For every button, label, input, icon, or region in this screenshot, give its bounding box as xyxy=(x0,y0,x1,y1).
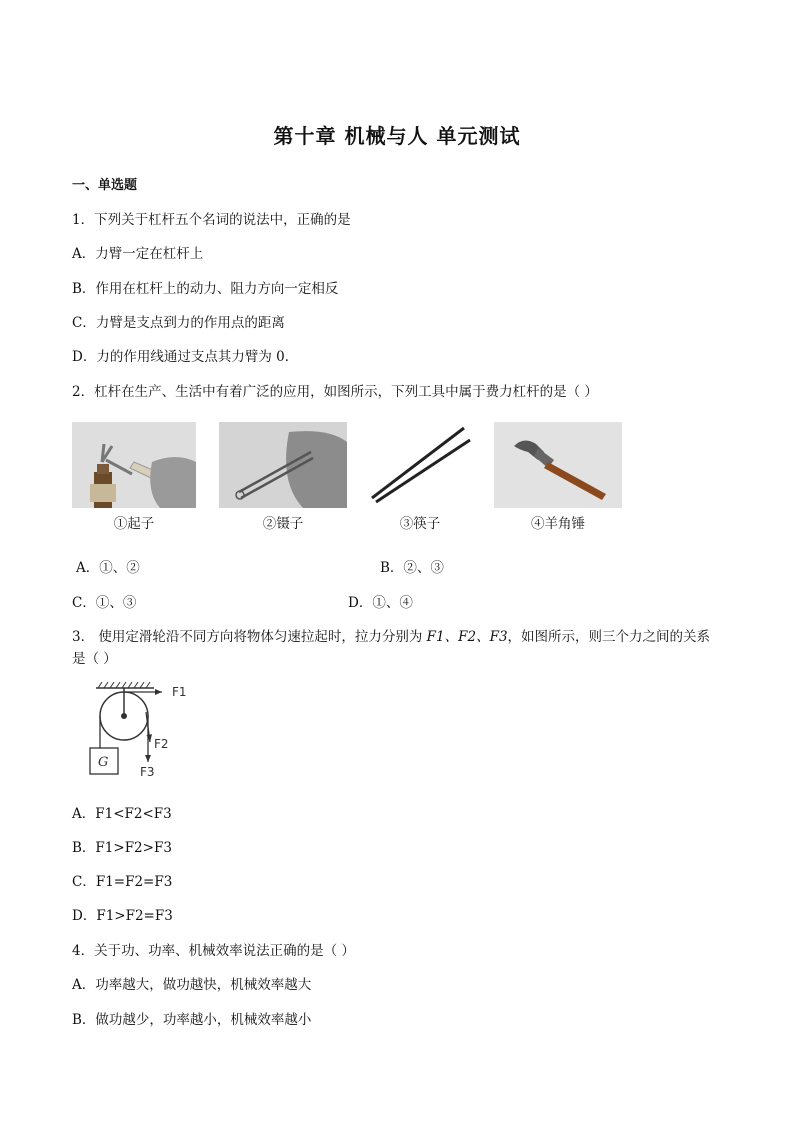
q3-option-b: B．F1>F2>F3 xyxy=(72,840,172,856)
label-f2: F2 xyxy=(154,737,169,751)
q3-option-c: C．F1=F2=F3 xyxy=(72,874,173,890)
q1-option-d: D．力的作用线通过支点其力臂为 0． xyxy=(72,349,299,365)
q2-option-b: B．②、③ xyxy=(380,560,444,576)
q1-stem: 1．下列关于杠杆五个名词的说法中，正确的是 xyxy=(72,212,351,228)
q2-option-c: C．①、③ xyxy=(72,595,137,611)
q3-stem-prefix: 3． 使用定滑轮沿不同方向将物体匀速拉起时，拉力分别为 xyxy=(72,629,427,645)
bottle-opener-image xyxy=(72,422,196,508)
q3-option-a: A．F1<F2<F3 xyxy=(72,806,172,822)
q2-option-a: A．①、② xyxy=(76,560,140,576)
pulley-diagram xyxy=(84,682,204,782)
q4-stem: 4．关于功、功率、机械效率说法正确的是（ ） xyxy=(72,943,355,959)
section-heading: 一、单选题 xyxy=(72,178,138,193)
q2-option-d: D．①、④ xyxy=(348,595,413,611)
label-g: G xyxy=(98,755,109,770)
tweezers-image xyxy=(219,422,347,508)
caption-tweezers: ②镊子 xyxy=(262,516,304,532)
caption-bottle-opener: ①起子 xyxy=(113,516,155,532)
q3-stem-line2: 是（ ） xyxy=(72,651,117,667)
caption-chopsticks: ③筷子 xyxy=(399,516,441,532)
q3-option-d: D．F1>F2=F3 xyxy=(72,908,173,924)
q3-stem-vars: F1、F2、F3 xyxy=(426,629,508,645)
q1-option-c: C．力臂是支点到力的作用点的距离 xyxy=(72,315,285,331)
caption-claw-hammer: ④羊角锤 xyxy=(531,516,585,532)
q1-option-a: A．力臂一定在杠杆上 xyxy=(72,246,204,262)
q4-option-a: A．功率越大，做功越快，机械效率越大 xyxy=(72,977,312,993)
label-f1: F1 xyxy=(172,685,187,699)
q1-option-b: B．作用在杠杆上的动力、阻力方向一定相反 xyxy=(72,281,339,297)
label-f3: F3 xyxy=(140,765,155,779)
claw-hammer-image xyxy=(494,422,622,508)
page-title: 第十章 机械与人 单元测试 xyxy=(273,124,521,148)
q3-stem xyxy=(72,625,710,645)
q2-stem: 2．杠杆在生产、生活中有着广泛的应用，如图所示，下列工具中属于费力杠杆的是（ ） xyxy=(72,384,598,400)
q4-option-b: B．做功越少，功率越小，机械效率越小 xyxy=(72,1012,312,1028)
q3-stem-suffix: ，如图所示，则三个力之间的关系 xyxy=(507,629,711,645)
chopsticks-image xyxy=(364,422,476,508)
